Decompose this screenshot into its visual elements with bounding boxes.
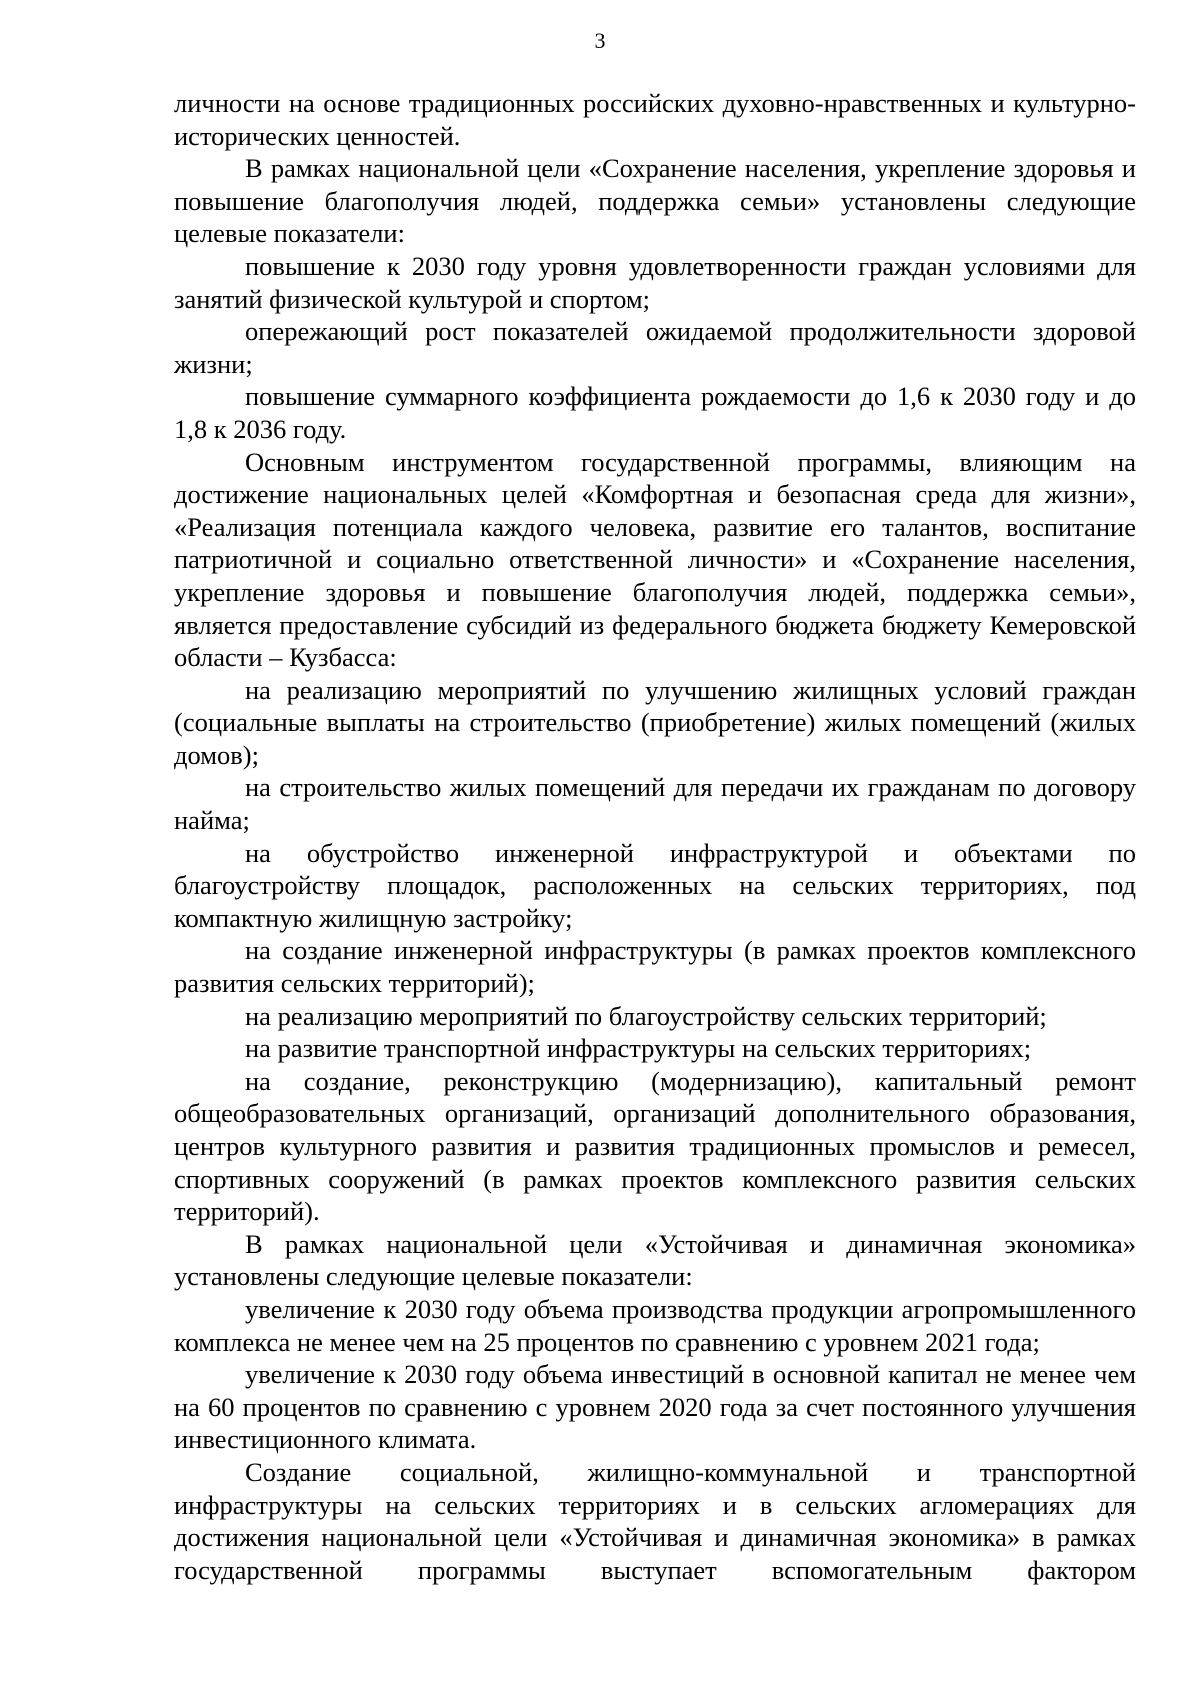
paragraph: на реализацию мероприятий по улучшению жилищных условий граждан (социальные выплаты на строительство (приобретение) жилых помещений (жилых домов); [174, 674, 1136, 770]
paragraph: личности на основе традиционных российских духовно-нравственных и культурно-исторических ценностей. [174, 88, 1136, 151]
paragraph: увеличение к 2030 году объема инвестиций в основной капитал не менее чем на 60 процентов по сравнению с уровнем 2020 года за счет постоянного улучшения инвестиционного климата. [174, 1359, 1136, 1455]
paragraph: увеличение к 2030 году объема производства продукции агропромышленного комплекса не менее чем на 25 процентов по сравнению с уровнем 2021 года; [174, 1293, 1136, 1357]
paragraph: Создание социальной, жилищно-коммунальной и транспортной инфраструктуры на сельских территориях и в сельских агломерациях для достижения национальной цели «Устойчивая и динамичная экономика» в рамках государственной программы выступает вспомогательным фактором [174, 1456, 1136, 1585]
paragraph: на развитие транспортной инфраструктуры на сельских территориях; [245, 1033, 1032, 1064]
paragraph: В рамках национальной цели «Устойчивая и динамичная экономика» установлены следующие целевые показатели: [174, 1228, 1136, 1292]
paragraph: на создание инженерной инфраструктуры (в рамках проектов комплексного развития сельских территорий); [174, 935, 1136, 999]
paragraph: на строительство жилых помещений для передачи их гражданам по договору найма; [174, 772, 1136, 836]
paragraph: на создание, реконструкцию (модернизацию), капитальный ремонт общеобразовательных организаций, организаций дополнительного образования, центров культурного развития и развития традиционных промыслов и ремесел, спортивных сооружений (в рамках проектов комплексного развития сельских территорий). [174, 1065, 1136, 1227]
document-body [174, 87, 1136, 1586]
paragraph: на реализацию мероприятий по благоустройству сельских территорий; [245, 1000, 1047, 1031]
paragraph: повышение к 2030 году уровня удовлетворенности граждан условиями для занятий физической культурой и спортом; [174, 250, 1136, 314]
paragraph: Основным инструментом государственной программы, влияющим на достижение национальных целей «Комфортная и безопасная среда для жизни», «Реализация потенциала каждого человека, развитие его талантов, воспитание патриотичной и социально ответственной личности» и «Сохранение населения, укрепление здоровья и повышение благополучия людей, поддержка семьи», является предоставление субсидий из федерального бюджета бюджету Кемеровской области – Кузбасса: [174, 446, 1136, 673]
paragraph: на обустройство инженерной инфраструктурой и объектами по благоустройству площадок, расположенных на сельских территориях, под компактную жилищную застройку; [174, 837, 1136, 933]
paragraph: опережающий рост показателей ожидаемой продолжительности здоровой жизни; [174, 316, 1136, 379]
paragraph: В рамках национальной цели «Сохранение населения, укрепление здоровья и повышение благополучия людей, поддержка семьи» установлены следующие целевые показатели: [174, 153, 1136, 249]
page-number: 3 [594, 28, 606, 53]
paragraph: повышение суммарного коэффициента рождаемости до 1,6 к 2030 году и до 1,8 к 2036 году. [174, 381, 1136, 444]
